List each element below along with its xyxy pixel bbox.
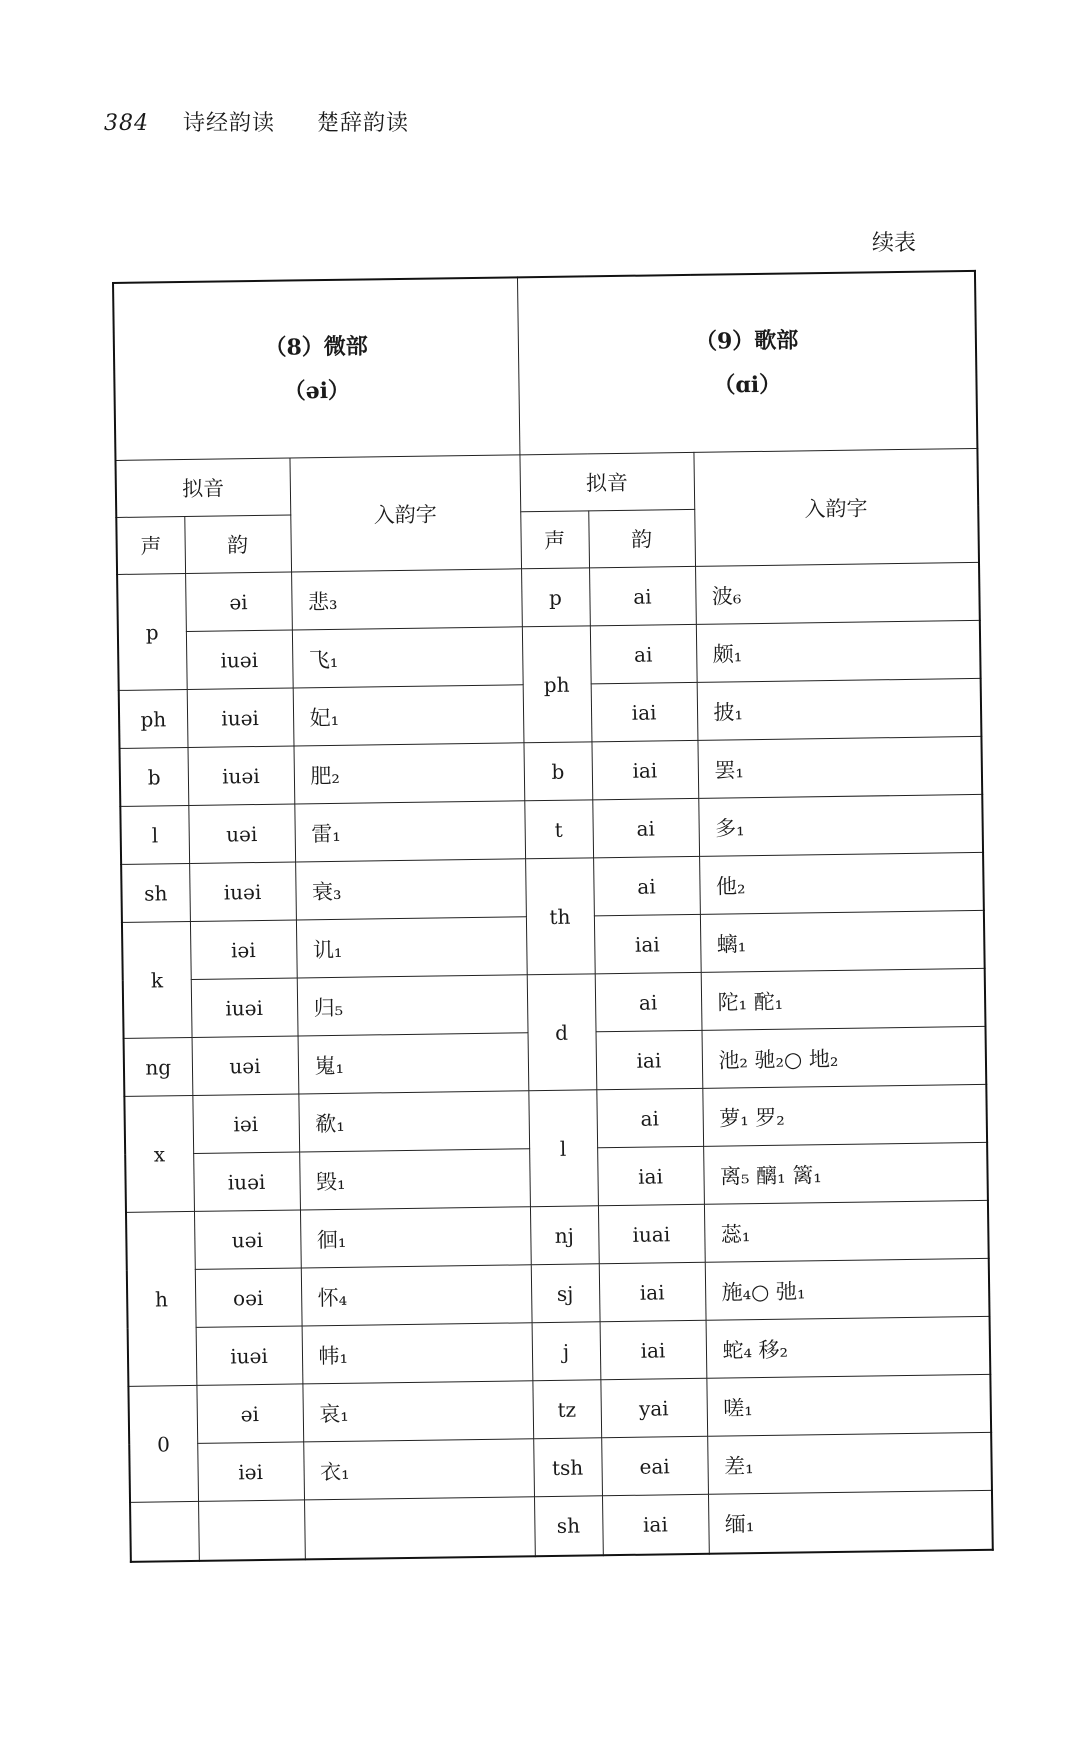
ge-rhyme-chars: 嗟₁ (706, 1374, 991, 1436)
ge-rhyme-chars: 陀₁ 酡₁ (701, 968, 986, 1030)
ge-rime: iai (600, 1320, 707, 1379)
ge-rhyme-chars: 施₄○ 弛₁ (705, 1258, 990, 1320)
ge-initial: l (528, 1090, 598, 1207)
wei-initial: 0 (128, 1385, 198, 1502)
wei-rhyme-chars: 欷₁ (298, 1091, 529, 1152)
wei-rhyme-chars: 衰₃ (295, 859, 526, 920)
wei-rime: iuəi (193, 1152, 300, 1211)
section-title-wei: （8）微部 (264, 333, 369, 361)
wei-initial: ph (119, 689, 188, 748)
ge-rime: iai (594, 914, 701, 973)
ge-rhyme-chars: 萝₁ 罗₂ (702, 1084, 987, 1146)
col-ruyunzi-ge: 入韵字 (693, 448, 979, 566)
col-yun-wei: 韵 (184, 515, 291, 573)
ge-initial: nj (530, 1206, 599, 1265)
continued-label: 续表 (872, 231, 917, 256)
wei-rime: əi (185, 572, 292, 631)
section-rime-ge: （ɑi） (713, 371, 782, 399)
col-yun-ge: 韵 (588, 509, 695, 567)
ge-initial: t (524, 800, 593, 859)
wei-rhyme-chars: 毁₁ (299, 1149, 530, 1210)
wei-rhyme-chars: 讥₁ (296, 917, 527, 978)
wei-rime: iəi (190, 920, 297, 979)
ge-rhyme-chars: 差₁ (707, 1432, 992, 1494)
ge-rhyme-chars: 波₆ (695, 562, 980, 624)
wei-initial: ng (124, 1037, 193, 1096)
ge-rhyme-chars: 蛇₄ 移₂ (706, 1316, 991, 1378)
wei-rhyme-chars: 飞₁ (292, 627, 523, 688)
ge-rime: eai (601, 1436, 708, 1495)
wei-initial: x (124, 1095, 194, 1212)
wei-rhyme-chars: 帏₁ (302, 1323, 533, 1384)
ge-initial: th (525, 858, 595, 975)
ge-rime: iai (597, 1146, 704, 1205)
ge-rhyme-chars: 多₁ (698, 794, 983, 856)
ge-rhyme-chars: 他₂ (699, 852, 984, 914)
ge-rime: iai (591, 682, 698, 741)
wei-rime: uəi (192, 1036, 299, 1095)
ge-initial: b (523, 742, 592, 801)
rhyme-table (112, 270, 994, 1563)
ge-rhyme-chars: 蕊₁ (704, 1200, 989, 1262)
ge-initial: tsh (533, 1438, 602, 1497)
book-subtitle: 楚辞韵读 (317, 111, 410, 136)
wei-rime: uəi (188, 804, 295, 863)
rhyme-table-wrap (112, 270, 992, 1570)
wei-rime: iuəi (196, 1326, 303, 1385)
page-number: 384 (104, 111, 149, 136)
ge-rime: ai (593, 856, 700, 915)
book-title: 诗经韵读 (183, 111, 276, 136)
wei-rime: oəi (195, 1268, 302, 1327)
wei-empty-chars (304, 1497, 535, 1560)
wei-rime: əi (196, 1384, 303, 1443)
ge-rime: ai (595, 972, 702, 1031)
ge-rhyme-chars: 披₁ (697, 678, 982, 740)
wei-rhyme-chars: 嵬₁ (298, 1033, 529, 1094)
wei-initial: l (120, 805, 189, 864)
ge-rime: iuai (598, 1204, 705, 1263)
wei-rime: iuəi (186, 630, 293, 689)
ge-rhyme-chars: 螭₁ (700, 910, 985, 972)
wei-rime: iuəi (191, 978, 298, 1037)
ge-initial: tz (532, 1380, 601, 1439)
col-niyin-ge: 拟音 (519, 452, 694, 511)
wei-rime: iuəi (187, 688, 294, 747)
wei-rhyme-chars: 衣₁ (303, 1439, 534, 1500)
wei-empty-initial (130, 1501, 199, 1561)
ge-rhyme-chars: 缅₁ (708, 1490, 993, 1553)
wei-initial: k (122, 921, 192, 1038)
ge-rhyme-chars: 罢₁ (697, 736, 982, 798)
ge-rhyme-chars: 离₅ 醨₁ 篱₁ (703, 1142, 988, 1204)
ge-initial: sh (534, 1496, 603, 1556)
ge-initial: j (532, 1322, 601, 1381)
wei-rhyme-chars: 哀₁ (302, 1381, 533, 1442)
wei-initial: h (126, 1211, 196, 1386)
ge-rime: iai (599, 1262, 706, 1321)
wei-initial: p (117, 574, 187, 691)
section-header-wei (113, 277, 519, 460)
col-sheng-wei: 声 (116, 517, 185, 575)
wei-rhyme-chars: 悲₃ (291, 569, 522, 630)
wei-rhyme-chars: 徊₁ (300, 1207, 531, 1268)
ge-rime: ai (590, 624, 697, 683)
ge-rime: iai (591, 740, 698, 799)
ge-rhyme-chars: 颇₁ (696, 620, 981, 682)
section-header-ge (517, 271, 977, 455)
wei-rime: iəi (197, 1442, 304, 1501)
col-ruyunzi-wei: 入韵字 (289, 455, 521, 572)
ge-rime: ai (592, 798, 699, 857)
col-sheng-ge: 声 (520, 511, 589, 569)
ge-rime: ai (589, 566, 696, 625)
section-title-ge: （9）歌部 (694, 327, 799, 355)
col-niyin-wei: 拟音 (115, 458, 290, 517)
ge-initial: p (521, 568, 590, 627)
wei-initial: b (120, 747, 189, 806)
ge-rime: iai (596, 1030, 703, 1089)
ge-initial: d (527, 974, 597, 1091)
wei-rhyme-chars: 归₅ (297, 975, 528, 1036)
ge-initial: ph (522, 626, 592, 743)
ge-rime: yai (600, 1378, 707, 1437)
wei-rime: iəi (192, 1094, 299, 1153)
table-row (130, 1490, 993, 1562)
section-rime-wei: （əi） (283, 377, 351, 405)
wei-initial: sh (121, 863, 190, 922)
ge-rime: ai (596, 1088, 703, 1147)
ge-initial: sj (531, 1264, 600, 1323)
wei-rime: iuəi (189, 862, 296, 921)
wei-rhyme-chars: 怀₄ (301, 1265, 532, 1326)
wei-rhyme-chars: 妃₁ (293, 685, 524, 746)
ge-rhyme-chars: 池₂ 驰₂○ 地₂ (702, 1026, 987, 1088)
wei-rime: iuəi (188, 746, 295, 805)
wei-empty-rime (198, 1500, 305, 1561)
wei-rime: uəi (194, 1210, 301, 1269)
wei-rhyme-chars: 肥₂ (293, 743, 524, 804)
wei-rhyme-chars: 雷₁ (294, 801, 525, 862)
ge-rime: iai (602, 1494, 709, 1555)
running-head (104, 106, 409, 137)
